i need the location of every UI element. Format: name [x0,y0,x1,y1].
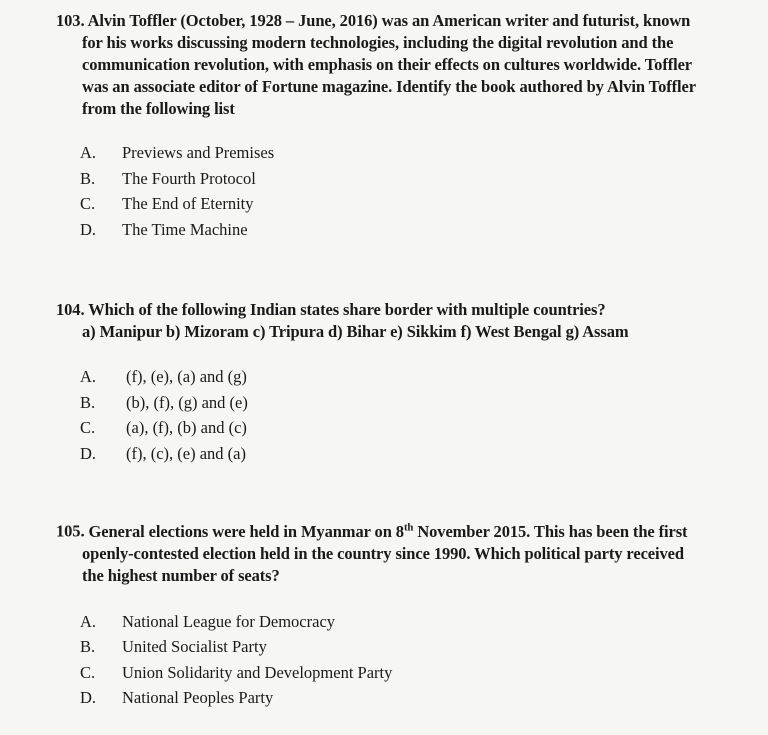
option-text: (f), (c), (e) and (a) [126,443,246,463]
option-text: Union Solidarity and Development Party [122,662,393,682]
question-stem-line: a) Manipur b) Mizoram c) Tripura d) Bihar e) Sikkim f) West Bengal g) Assam [82,322,629,341]
option-a[interactable] [80,609,746,635]
question-number: 103. [56,11,85,30]
option-text: United Socialist Party [122,637,267,656]
question-103 [56,10,746,242]
option-text: The Fourth Protocol [122,168,256,188]
option-letter: A. [80,611,97,631]
option-a[interactable] [80,140,746,166]
option-text: National League for Democracy [122,611,336,631]
question-stem-line: was an associate editor of Fortune magazine. Identify the book authored by Alvin Toffler [82,77,696,96]
option-b[interactable] [80,166,746,192]
option-letter: B. [80,168,96,188]
option-text: The End of Eternity [122,194,254,213]
option-letter: C. [80,418,96,437]
option-letter: D. [80,688,97,707]
option-c[interactable] [80,660,746,686]
option-letter: B. [80,637,96,656]
question-stem-line: for his works discussing modern technologies, including the digital revolution and the [82,33,674,52]
option-b[interactable] [80,634,746,660]
option-text: Previews and Premises [122,143,275,162]
option-letter: B. [80,392,96,412]
question-stem-line: 103. Alvin Toffler (October, 1928 – June, 2016) was an American writer and futurist, known [56,11,691,30]
question-number: 104. [56,300,85,319]
question-104 [56,299,746,466]
option-letter: D. [80,219,97,239]
option-d[interactable] [80,217,746,243]
question-stem-line: communication revolution, with emphasis on their effects on cultures worldwide. Toffler [82,55,693,74]
option-d[interactable] [80,441,746,467]
option-text: (b), (f), (g) and (e) [126,392,248,412]
option-letter: A. [80,143,97,162]
question-stem-line: openly-contested election held in the country since 1990. Which political party received [82,543,684,563]
option-a[interactable] [80,364,746,390]
option-c[interactable] [80,191,746,217]
option-text: (a), (f), (b) and (c) [126,418,247,437]
option-letter: C. [80,194,96,213]
option-text: (f), (e), (a) and (g) [126,367,247,386]
option-d[interactable] [80,685,746,711]
question-stem-line: 105. General elections were held in Myanmar on 8th November 2015. This has been the first [56,521,688,541]
question-stem-line: from the following list [82,99,235,118]
option-c[interactable] [80,415,746,441]
question-number: 105. [56,521,85,541]
option-letter: C. [80,662,96,682]
question-stem-line: the highest number of seats? [82,565,280,585]
option-text: National Peoples Party [122,688,274,707]
question-105 [56,516,746,711]
option-b[interactable] [80,390,746,416]
option-text: The Time Machine [122,219,248,239]
option-letter: A. [80,367,97,386]
option-letter: D. [80,443,97,463]
question-stem-line: 104. Which of the following Indian states share border with multiple countries? [56,300,606,319]
option-list [80,140,746,242]
option-list [80,364,746,466]
option-list [80,609,746,711]
